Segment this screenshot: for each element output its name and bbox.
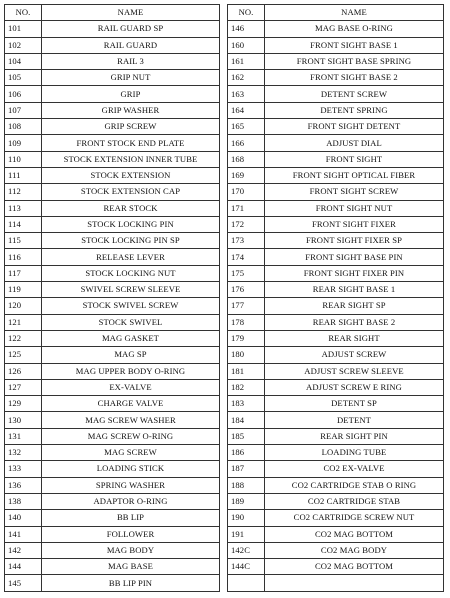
part-number: 116: [5, 249, 42, 265]
table-row: [228, 265, 444, 281]
part-number: 144C: [228, 559, 265, 575]
table-row: [228, 70, 444, 86]
part-name: CO2 CARTRIDGE STAB O RING: [265, 477, 444, 493]
parts-list-right: [228, 21, 444, 591]
part-number: 142C: [228, 542, 265, 558]
part-number: 182: [228, 379, 265, 395]
part-number: 112: [5, 184, 42, 200]
table-row: [5, 37, 220, 53]
part-name: FRONT SIGHT NUT: [265, 200, 444, 216]
table-row: [5, 167, 220, 183]
part-number: 117: [5, 265, 42, 281]
table-row: [5, 428, 220, 444]
table-row: [5, 330, 220, 346]
part-name: ADJUST SCREW E RING: [265, 379, 444, 395]
table-row: [228, 216, 444, 232]
table-row: [5, 86, 220, 102]
table-row: [228, 249, 444, 265]
part-name: STOCK EXTENSION INNER TUBE: [42, 151, 220, 167]
part-name: STOCK SWIVEL: [42, 314, 220, 330]
part-number: 162: [228, 70, 265, 86]
table-row: [5, 510, 220, 526]
table-row: [5, 70, 220, 86]
part-number: [228, 575, 265, 591]
part-name: ADJUST SCREW: [265, 347, 444, 363]
part-number: 175: [228, 265, 265, 281]
part-name: GRIP SCREW: [42, 119, 220, 135]
part-number: 127: [5, 379, 42, 395]
table-row: [5, 445, 220, 461]
table-row: [228, 167, 444, 183]
part-name: SPRING WASHER: [42, 477, 220, 493]
parts-table-left: [4, 4, 220, 592]
part-number: 184: [228, 412, 265, 428]
part-number: 168: [228, 151, 265, 167]
part-name: MAG UPPER BODY O-RING: [42, 363, 220, 379]
part-name: STOCK EXTENSION CAP: [42, 184, 220, 200]
part-name: FOLLOWER: [42, 526, 220, 542]
table-row: [228, 379, 444, 395]
part-name: MAG GASKET: [42, 330, 220, 346]
part-number: 146: [228, 21, 265, 37]
part-name: FRONT SIGHT FIXER PIN: [265, 265, 444, 281]
table-row: [228, 314, 444, 330]
part-number: 129: [5, 396, 42, 412]
part-number: 179: [228, 330, 265, 346]
part-name: CO2 CARTRIDGE STAB: [265, 493, 444, 509]
part-name: MAG SCREW O-RING: [42, 428, 220, 444]
part-name: BB LIP: [42, 510, 220, 526]
part-name: DETENT SCREW: [265, 86, 444, 102]
part-number: 186: [228, 445, 265, 461]
part-number: 187: [228, 461, 265, 477]
part-name: FRONT SIGHT BASE 1: [265, 37, 444, 53]
part-number: 105: [5, 70, 42, 86]
table-row: [228, 298, 444, 314]
part-name: STOCK LOCKING NUT: [42, 265, 220, 281]
table-row: [5, 347, 220, 363]
part-number: 125: [5, 347, 42, 363]
part-name: STOCK EXTENSION: [42, 167, 220, 183]
part-name: ADJUST DIAL: [265, 135, 444, 151]
part-name: REAR SIGHT SP: [265, 298, 444, 314]
part-name: ADAPTOR O-RING: [42, 493, 220, 509]
table-row: [5, 542, 220, 558]
part-number: 145: [5, 575, 42, 591]
table-row: [228, 200, 444, 216]
part-name: CO2 CARTRIDGE SCREW NUT: [265, 510, 444, 526]
table-row: [5, 21, 220, 37]
part-number: 171: [228, 200, 265, 216]
table-row: [228, 412, 444, 428]
part-name: DETENT SP: [265, 396, 444, 412]
part-number: 144: [5, 559, 42, 575]
part-number: 130: [5, 412, 42, 428]
table-row: [228, 102, 444, 118]
part-name: FRONT SIGHT FIXER: [265, 216, 444, 232]
part-name: STOCK SWIVEL SCREW: [42, 298, 220, 314]
part-name: REAR STOCK: [42, 200, 220, 216]
part-number: 141: [5, 526, 42, 542]
part-number: 107: [5, 102, 42, 118]
table-row: [5, 233, 220, 249]
part-number: 169: [228, 167, 265, 183]
part-name: GRIP WASHER: [42, 102, 220, 118]
part-number: 109: [5, 135, 42, 151]
part-number: 119: [5, 282, 42, 298]
part-name: DETENT SPRING: [265, 102, 444, 118]
part-number: 113: [5, 200, 42, 216]
table-row: [5, 102, 220, 118]
part-name: REAR SIGHT: [265, 330, 444, 346]
part-number: 181: [228, 363, 265, 379]
table-row: [5, 216, 220, 232]
header-row: [5, 5, 220, 21]
part-name: REAR SIGHT PIN: [265, 428, 444, 444]
part-number: 178: [228, 314, 265, 330]
part-name: LOADING TUBE: [265, 445, 444, 461]
table-row: [228, 428, 444, 444]
table-row: [5, 119, 220, 135]
header-name: NAME: [42, 5, 220, 21]
part-number: 102: [5, 37, 42, 53]
table-row: [228, 233, 444, 249]
part-number: 138: [5, 493, 42, 509]
table-row: [228, 151, 444, 167]
part-name: MAG SP: [42, 347, 220, 363]
part-number: 133: [5, 461, 42, 477]
table-row: [5, 282, 220, 298]
part-name: LOADING STICK: [42, 461, 220, 477]
part-name: GRIP NUT: [42, 70, 220, 86]
part-name: CO2 EX-VALVE: [265, 461, 444, 477]
part-number: 136: [5, 477, 42, 493]
table-row: [228, 184, 444, 200]
part-number: 126: [5, 363, 42, 379]
part-name: RELEASE LEVER: [42, 249, 220, 265]
part-name: GRIP: [42, 86, 220, 102]
table-row: [5, 493, 220, 509]
part-name: CHARGE VALVE: [42, 396, 220, 412]
part-number: 121: [5, 314, 42, 330]
table-row: [5, 249, 220, 265]
part-name: EX-VALVE: [42, 379, 220, 395]
part-name: FRONT SIGHT BASE SPRING: [265, 53, 444, 69]
table-row: [5, 575, 220, 591]
header-no: NO.: [5, 5, 42, 21]
part-name: STOCK LOCKING PIN: [42, 216, 220, 232]
part-name: FRONT SIGHT SCREW: [265, 184, 444, 200]
part-number: 188: [228, 477, 265, 493]
table-row: [228, 282, 444, 298]
part-name: STOCK LOCKING PIN SP: [42, 233, 220, 249]
part-number: 108: [5, 119, 42, 135]
part-name: FRONT SIGHT: [265, 151, 444, 167]
part-name: BB LIP PIN: [42, 575, 220, 591]
table-row: [228, 493, 444, 509]
table-row: [228, 21, 444, 37]
part-number: 191: [228, 526, 265, 542]
table-row: [228, 559, 444, 575]
part-name: FRONT SIGHT FIXER SP: [265, 233, 444, 249]
parts-list-left: [5, 21, 220, 591]
table-row: [5, 363, 220, 379]
part-name: MAG SCREW WASHER: [42, 412, 220, 428]
header-no: NO.: [228, 5, 265, 21]
table-row: [228, 330, 444, 346]
table-row: [5, 151, 220, 167]
part-number: 173: [228, 233, 265, 249]
part-name: MAG BASE: [42, 559, 220, 575]
part-name: RAIL GUARD: [42, 37, 220, 53]
table-row: [228, 53, 444, 69]
part-name: RAIL GUARD SP: [42, 21, 220, 37]
part-number: 140: [5, 510, 42, 526]
part-number: 185: [228, 428, 265, 444]
part-number: 161: [228, 53, 265, 69]
table-row: [228, 347, 444, 363]
table-row: [228, 396, 444, 412]
part-number: 176: [228, 282, 265, 298]
table-row: [228, 119, 444, 135]
part-number: 104: [5, 53, 42, 69]
part-number: 172: [228, 216, 265, 232]
part-name: FRONT STOCK END PLATE: [42, 135, 220, 151]
table-row: [5, 526, 220, 542]
part-name: MAG BODY: [42, 542, 220, 558]
part-name: FRONT SIGHT OPTICAL FIBER: [265, 167, 444, 183]
part-name: FRONT SIGHT BASE PIN: [265, 249, 444, 265]
part-name: FRONT SIGHT BASE 2: [265, 70, 444, 86]
table-row: [228, 477, 444, 493]
part-name: ADJUST SCREW SLEEVE: [265, 363, 444, 379]
part-name: CO2 MAG BOTTOM: [265, 559, 444, 575]
part-number: 101: [5, 21, 42, 37]
table-row: [228, 526, 444, 542]
table-row: [228, 510, 444, 526]
part-name: CO2 MAG BODY: [265, 542, 444, 558]
table-row: [228, 363, 444, 379]
table-row: [5, 559, 220, 575]
table-row: [5, 314, 220, 330]
part-number: 165: [228, 119, 265, 135]
part-number: 160: [228, 37, 265, 53]
table-row: [228, 86, 444, 102]
header-row: [228, 5, 444, 21]
table-row: [5, 184, 220, 200]
part-number: 106: [5, 86, 42, 102]
part-number: 114: [5, 216, 42, 232]
part-number: 177: [228, 298, 265, 314]
part-number: 142: [5, 542, 42, 558]
part-number: 164: [228, 102, 265, 118]
part-number: 131: [5, 428, 42, 444]
part-number: 115: [5, 233, 42, 249]
part-number: 190: [228, 510, 265, 526]
part-name: CO2 MAG BOTTOM: [265, 526, 444, 542]
part-number: 120: [5, 298, 42, 314]
part-name: DETENT: [265, 412, 444, 428]
table-row: [5, 200, 220, 216]
table-row: [5, 412, 220, 428]
part-number: 166: [228, 135, 265, 151]
table-row: [228, 37, 444, 53]
part-number: 111: [5, 167, 42, 183]
part-name: FRONT SIGHT DETENT: [265, 119, 444, 135]
part-number: 110: [5, 151, 42, 167]
part-number: 174: [228, 249, 265, 265]
table-row: [5, 53, 220, 69]
part-number: 189: [228, 493, 265, 509]
part-name: REAR SIGHT BASE 1: [265, 282, 444, 298]
table-row: [5, 461, 220, 477]
part-number: 132: [5, 445, 42, 461]
part-name: MAG BASE O-RING: [265, 21, 444, 37]
part-number: 170: [228, 184, 265, 200]
table-row: [228, 542, 444, 558]
table-row: [5, 298, 220, 314]
table-row: [228, 461, 444, 477]
part-name: RAIL 3: [42, 53, 220, 69]
part-number: 183: [228, 396, 265, 412]
table-row: [5, 477, 220, 493]
part-number: 163: [228, 86, 265, 102]
part-name: SWIVEL SCREW SLEEVE: [42, 282, 220, 298]
part-name: MAG SCREW: [42, 445, 220, 461]
part-name: REAR SIGHT BASE 2: [265, 314, 444, 330]
table-row: [5, 135, 220, 151]
table-row: [228, 575, 444, 591]
part-number: 122: [5, 330, 42, 346]
table-row: [228, 135, 444, 151]
table-row: [5, 265, 220, 281]
part-number: 180: [228, 347, 265, 363]
header-name: NAME: [265, 5, 444, 21]
parts-table-right: [227, 4, 444, 592]
table-row: [228, 445, 444, 461]
table-row: [5, 396, 220, 412]
table-row: [5, 379, 220, 395]
part-name: [265, 575, 444, 591]
